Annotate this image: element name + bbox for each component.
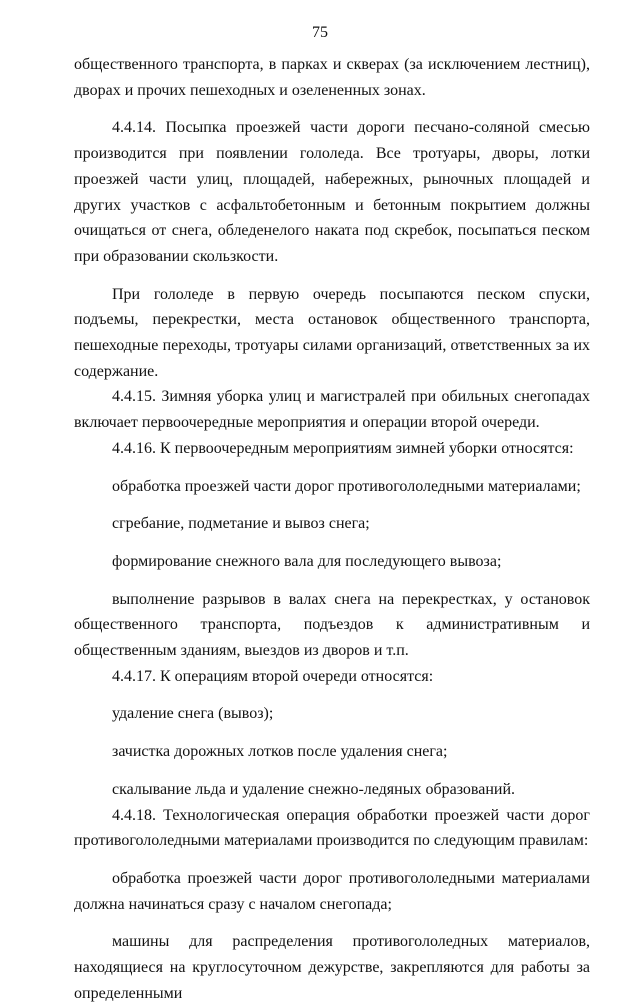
list-item-treatment: обработка проезжей части дорог противогололедными материалами; [112,477,581,495]
list-item-breaks: выполнение разрывов в валах снега на перекрестках, у остановок общественного транспорта, подъездов к административным и общественным зданиям, выездов из дворов и т.п. [74,590,590,660]
paragraph-icy-conditions: При гололеде в первую очередь посыпаются песком спуски, подъемы, перекрестки, места остановок общественного транспорта, пешеходные переходы, тротуары силами организаций, ответственных за их содержание. [74,285,590,380]
paragraph-continuation: общественного транспорта, в парках и скверах (за исключением лестниц), дворах и прочих пешеходных и озелененных зонах. [74,56,590,99]
paragraph-4-4-17: 4.4.17. К операциям второй очереди относятся: [112,667,434,685]
list-item-removal: удаление снега (вывоз); [112,705,274,723]
list-item-snow-bank: формирование снежного вала для последующего вывоза; [112,552,502,570]
paragraph-4-4-18: 4.4.18. Технологическая операция обработки проезжей части дорог противогололедными материалами производится по следующим правилам: [74,806,590,850]
list-item-gutter-cleaning: зачистка дорожных лотков после удаления снега; [112,743,448,761]
list-item-treatment-start: обработка проезжей части дорог противогололедными материалами должна начинаться сразу с началом снегопада; [74,869,590,913]
list-item-machines: машины для распределения противогололедных материалов, находящиеся на круглосуточном дежурстве, закрепляются для работы за определенными [74,933,590,1002]
document-body [74,52,590,1007]
page-number: 75 [312,24,328,41]
paragraph-4-4-16: 4.4.16. К первоочередным мероприятиям зимней уборки относятся: [112,439,574,457]
paragraph-4-4-15: 4.4.15. Зимняя уборка улиц и магистралей при обильных снегопадах включает первоочередные мероприятия и операции второй очереди. [74,388,590,432]
list-item-sweeping: сгребание, подметание и вывоз снега; [112,515,370,533]
paragraph-4-4-14: 4.4.14. Посыпка проезжей части дороги песчано-соляной смесью производится при появлении гололеда. Все тротуары, дворы, лотки проезжей части улиц, площадей, набережных, рыночных площадей и других участков с асфальтобетонным и бетонным покрытием должны очищаться от снега, обледенелого наката под скребок, посыпаться песком при образовании скользкости. [74,119,590,265]
list-item-ice-removal: скалывание льда и удаление снежно-ледяных образований. [112,780,516,798]
